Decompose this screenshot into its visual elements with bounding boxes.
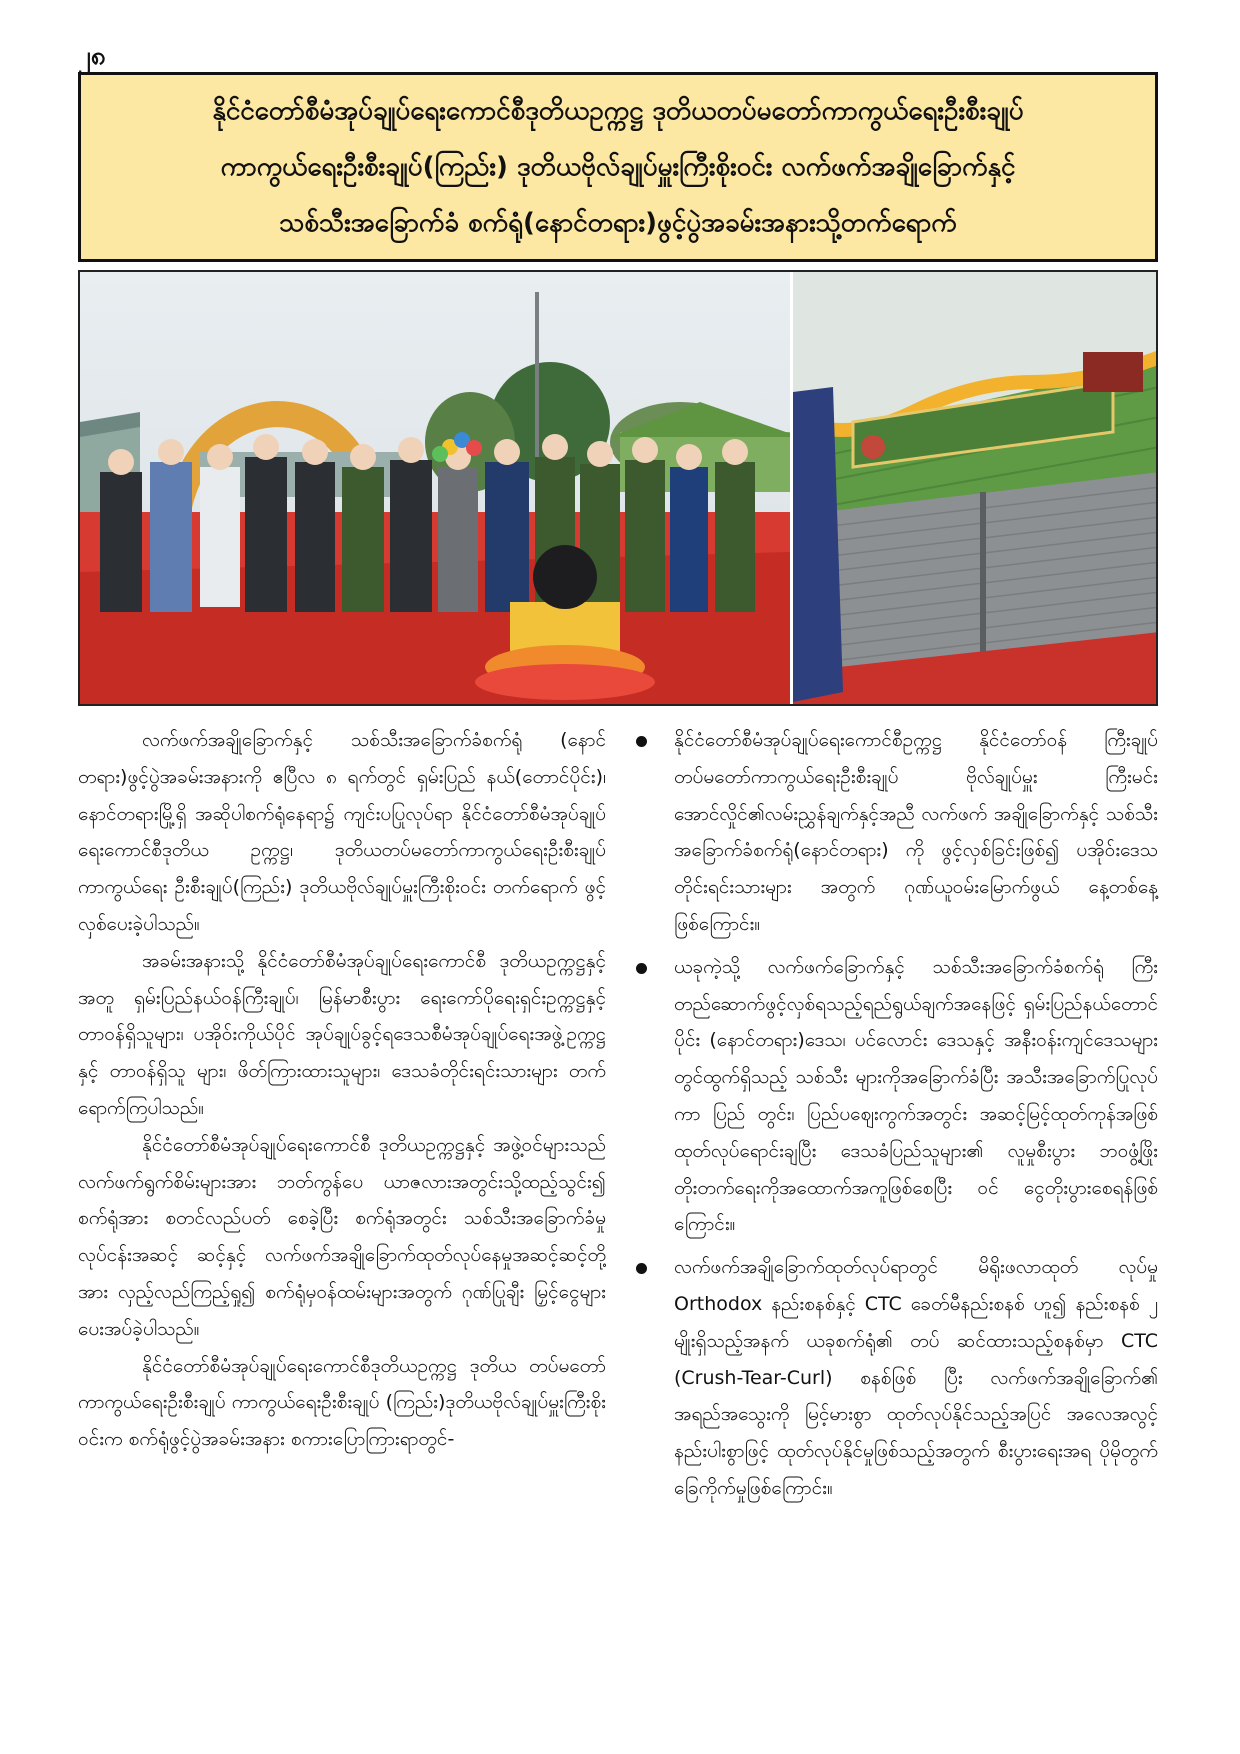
bullet-item: [630, 722, 1158, 943]
headline-box: [78, 72, 1158, 262]
page-number: ၂၈: [78, 41, 106, 71]
headline-line-2: ကာကွယ်ရေးဦးစီးချုပ်(ကြည်း) ဒုတိယဗိုလ်ချုပ်မှူးကြီးစိုးဝင်း လက်ဖက်အချိုခြောက်နှင့်: [220, 152, 1016, 182]
article-right-column: [630, 722, 1158, 1513]
bullet-item: [630, 1249, 1158, 1507]
bullet-icon: [636, 1263, 647, 1274]
headline-line-1: နိုင်ငံတော်စီမံအုပ်ချုပ်ရေးကောင်စီဒုတိယဥက္ကဋ္ဌ ဒုတိယတပ်မတော်ကာကွယ်ရေးဦးစီးချုပ်: [212, 96, 1024, 126]
headline-line-3: သစ်သီးအခြောက်ခံ စက်ရုံ(နောင်တရား)ဖွင့်ပွဲအခမ်းအနားသို့တက်ရောက်: [279, 208, 957, 238]
article-paragraph: အခမ်းအနားသို့ နိုင်ငံတော်စီမံအုပ်ချုပ်ရေးကောင်စီ ဒုတိယဥက္ကဋ္ဌနှင့်အတူ ရှမ်းပြည်နယ်ဝန်ကြီးချုပ်၊ မြန်မာစီးပွား ရေးကော်ပိုရေးရှင်းဥက္ကဋ္ဌနှင့် တာဝန်ရှိသူများ၊ ပအိုဝ်းကိုယ်ပိုင် အုပ်ချုပ်ခွင့်ရဒေသစီမံအုပ်ချုပ်ရေးအဖွဲ့ဥက္ကဋ္ဌနှင့် တာဝန်ရှိသူ များ၊ ဖိတ်ကြားထားသူများ၊ ဒေသခံတိုင်းရင်းသားများ တက် ရောက်ကြပါသည်။: [78, 949, 606, 1119]
article-paragraph: နိုင်ငံတော်စီမံအုပ်ချုပ်ရေးကောင်စီဒုတိယဥက္ကဋ္ဌ ဒုတိယ တပ်မတော်ကာကွယ်ရေးဦးစီးချုပ် ကာကွယ်ရေးဦးစီးချုပ် (ကြည်း)ဒုတိယဗိုလ်ချုပ်မှူးကြီးစိုးဝင်းက စက်ရုံဖွင့်ပွဲအခမ်းအနား စကားပြောကြားရာတွင်-: [78, 1354, 606, 1451]
article-left-column: [78, 722, 606, 1458]
photo-strip: [78, 270, 1158, 706]
bullet-icon: [636, 736, 647, 747]
bullet-text: လက်ဖက်အချိုခြောက်ထုတ်လုပ်ရာတွင် မိရိုးဖလာထုတ် လုပ်မှု Orthodox နည်းစနစ်နှင့် CTC ခေတ်မီနည်းစနစ် ဟူ၍ နည်းစနစ် ၂ မျိုးရှိသည့်အနက် ယခုစက်ရုံ၏ တပ် ဆင်ထားသည့်စနစ်မှာ CTC (Crush-Tear-Curl) စနစ်ဖြစ် ပြီး လက်ဖက်အချိုခြောက်၏ အရည်အသွေးကို မြင့်မားစွာ ထုတ်လုပ်နိုင်သည့်အပြင် အလေအလွင့်နည်းပါးစွာဖြင့် ထုတ်လုပ်နိုင်မှုဖြစ်သည့်အတွက် စီးပွားရေးအရ ပိုမိုတွက် ခြေကိုက်မှုဖြစ်ကြောင်း။: [674, 1256, 1158, 1499]
ceremony-photo: [80, 272, 790, 704]
bullet-item: [630, 949, 1158, 1243]
article-paragraph: နိုင်ငံတော်စီမံအုပ်ချုပ်ရေးကောင်စီ ဒုတိယဥက္ကဋ္ဌနှင့် အဖွဲ့ဝင်များသည် လက်ဖက်ရွက်စိမ်းများအား ဘတ်ကွန်ပေ ယာဇလားအတွင်းသို့ထည့်သွင်း၍ စက်ရုံအား စတင်လည်ပတ် စေခဲ့ပြီး စက်ရုံအတွင်း သစ်သီးအခြောက်ခံမှုလုပ်ငန်းအဆင့် ဆင့်နှင့် လက်ဖက်အချိုခြောက်ထုတ်လုပ်နေမှုအဆင့်ဆင့်တို့အား လှည့်လည်ကြည့်ရှု၍ စက်ရုံမှဝန်ထမ်းများအတွက် ဂုဏ်ပြုချီး မြှင့်ငွေများ ပေးအပ်ခဲ့ပါသည်။: [78, 1133, 606, 1340]
factory-photo: [790, 272, 1156, 704]
article-body: [78, 722, 1158, 1732]
article-paragraph: လက်ဖက်အချိုခြောက်နှင့် သစ်သီးအခြောက်ခံစက်ရုံ (နောင်တရား)ဖွင့်ပွဲအခမ်းအနားကို ဧပြီလ ၈ ရက်တွင် ရှမ်းပြည် နယ်(တောင်ပိုင်း)၊ နောင်တရားမြို့ရှိ အဆိုပါစက်ရုံနေရာ၌ ကျင်းပပြုလုပ်ရာ နိုင်ငံတော်စီမံအုပ်ချုပ်ရေးကောင်စီဒုတိယ ဥက္ကဋ္ဌ၊ ဒုတိယတပ်မတော်ကာကွယ်ရေးဦးစီးချုပ် ကာကွယ်ရေး ဦးစီးချုပ်(ကြည်း) ဒုတိယဗိုလ်ချုပ်မှူးကြီးစိုးဝင်း တက်ရောက် ဖွင့်လှစ်ပေးခဲ့ပါသည်။: [78, 729, 606, 935]
bullet-icon: [636, 963, 647, 974]
bullet-text: ယခုကဲ့သို့ လက်ဖက်ခြောက်နှင့် သစ်သီးအခြောက်ခံစက်ရုံ ကြီး တည်ဆောက်ဖွင့်လှစ်ရသည့်ရည်ရွယ်ချက်အနေဖြင့် ရှမ်းပြည်နယ်တောင်ပိုင်း (နောင်တရား)ဒေသ၊ ပင်လောင်း ဒေသနှင့် အနီးဝန်းကျင်ဒေသများတွင်ထွက်ရှိသည့် သစ်သီး များကိုအခြောက်ခံပြီး အသီးအခြောက်ပြုလုပ်ကာ ပြည် တွင်း၊ ပြည်ပဈေးကွက်အတွင်း အဆင့်မြင့်ထုတ်ကုန်အဖြစ် ထုတ်လုပ်ရောင်းချပြီး ဒေသခံပြည်သူများ၏ လူမှုစီးပွား ဘဝဖွံ့ဖြိုးတိုးတက်ရေးကိုအထောက်အကူဖြစ်စေပြီး ဝင် ငွေတိုးပွားစေရန်ဖြစ်ကြောင်း။: [674, 955, 1158, 1236]
bullet-text: နိုင်ငံတော်စီမံအုပ်ချုပ်ရေးကောင်စီဥက္ကဋ္ဌ နိုင်ငံတော်ဝန် ကြီးချုပ် တပ်မတော်ကာကွယ်ရေးဦးစီးချုပ် ဗိုလ်ချုပ်မှူး ကြီးမင်းအောင်လှိုင်၏လမ်းညွှန်ချက်နှင့်အညီ လက်ဖက် အချိုခြောက်နှင့် သစ်သီးအခြောက်ခံစက်ရုံ(နောင်တရား) ကို ဖွင့်လှစ်ခြင်းဖြစ်၍ ပအိုဝ်းဒေသတိုင်းရင်းသားများ အတွက် ဂုဏ်ယူဝမ်းမြောက်ဖွယ် နေ့တစ်နေ့ဖြစ်ကြောင်း။: [674, 729, 1158, 935]
